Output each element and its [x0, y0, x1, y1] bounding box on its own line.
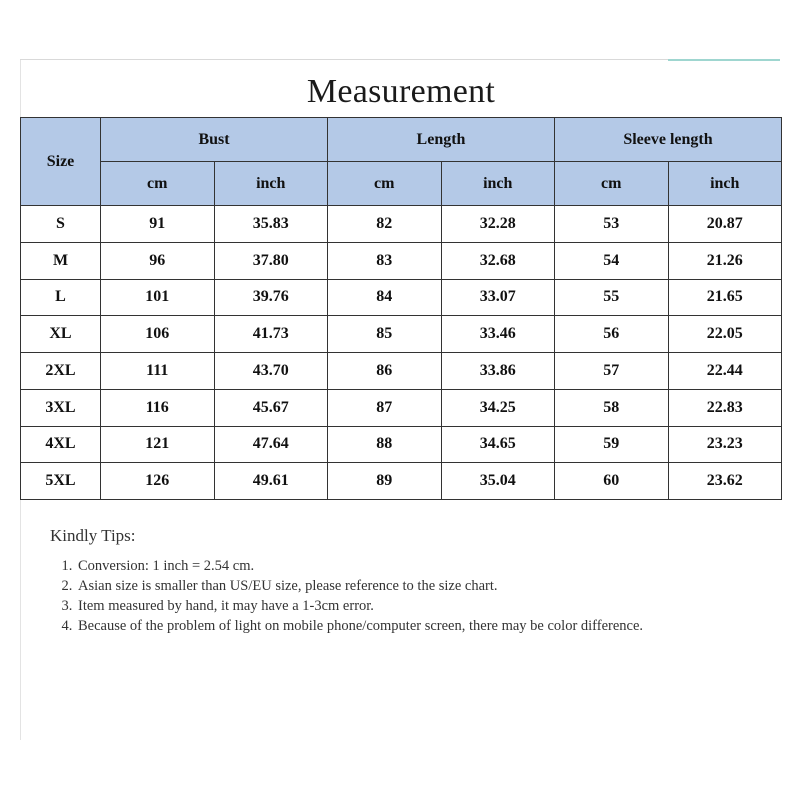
bust-cm-header: cm	[101, 162, 215, 206]
length-cm-header: cm	[328, 162, 442, 206]
length-inch-header: inch	[441, 162, 555, 206]
page-title: Measurement	[306, 73, 496, 110]
sleeve-inch-cell: 23.62	[668, 463, 782, 500]
table-row	[21, 389, 782, 426]
sleeve-inch-cell: 21.26	[668, 242, 782, 279]
bust-inch-cell: 49.61	[214, 463, 328, 500]
length-cm-cell: 85	[328, 316, 442, 353]
size-column-header: Size	[21, 118, 101, 206]
bust-cm-cell: 121	[101, 426, 215, 463]
tip-item: 4. Because of the problem of light on mobile phone/computer screen, there may be color difference.	[76, 616, 690, 636]
size-cell: 2XL	[21, 353, 101, 390]
table-row	[21, 426, 782, 463]
length-cm-cell: 82	[328, 206, 442, 243]
bust-inch-cell: 39.76	[214, 279, 328, 316]
frame-top-border	[20, 59, 780, 60]
size-cell: 3XL	[21, 389, 101, 426]
kindly-tips-section	[50, 526, 690, 636]
length-inch-cell: 34.25	[441, 389, 555, 426]
length-cm-cell: 87	[328, 389, 442, 426]
table-row	[21, 279, 782, 316]
bust-group-header: Bust	[101, 118, 328, 162]
length-inch-cell: 33.07	[441, 279, 555, 316]
table-body	[21, 206, 782, 500]
length-inch-cell: 35.04	[441, 463, 555, 500]
frame-accent-line	[668, 59, 780, 61]
table-row	[21, 463, 782, 500]
length-inch-cell: 32.28	[441, 206, 555, 243]
length-inch-cell: 32.68	[441, 242, 555, 279]
bust-inch-cell: 47.64	[214, 426, 328, 463]
table-row	[21, 206, 782, 243]
bust-cm-cell: 91	[101, 206, 215, 243]
sleeve-cm-cell: 58	[555, 389, 669, 426]
sleeve-cm-cell: 54	[555, 242, 669, 279]
length-cm-cell: 84	[328, 279, 442, 316]
sleeve-cm-cell: 53	[555, 206, 669, 243]
size-cell: L	[21, 279, 101, 316]
size-chart-table	[20, 117, 782, 500]
bust-cm-cell: 106	[101, 316, 215, 353]
tips-title: Kindly Tips:	[50, 526, 136, 545]
sleeve-cm-cell: 59	[555, 426, 669, 463]
bust-cm-cell: 126	[101, 463, 215, 500]
tips-list	[50, 556, 690, 636]
bust-inch-cell: 45.67	[214, 389, 328, 426]
sleeve-cm-cell: 57	[555, 353, 669, 390]
bust-cm-cell: 101	[101, 279, 215, 316]
size-cell: 4XL	[21, 426, 101, 463]
sleeve-inch-cell: 22.83	[668, 389, 782, 426]
length-cm-cell: 83	[328, 242, 442, 279]
length-inch-cell: 33.46	[441, 316, 555, 353]
size-cell: M	[21, 242, 101, 279]
length-cm-cell: 89	[328, 463, 442, 500]
sleeve-cm-cell: 55	[555, 279, 669, 316]
sleeve-inch-cell: 23.23	[668, 426, 782, 463]
bust-inch-cell: 37.80	[214, 242, 328, 279]
length-inch-cell: 34.65	[441, 426, 555, 463]
tip-item: 1. Conversion: 1 inch = 2.54 cm.	[76, 556, 690, 576]
table-row	[21, 242, 782, 279]
sleeve-inch-cell: 22.44	[668, 353, 782, 390]
bust-cm-cell: 111	[101, 353, 215, 390]
sleeve-length-group-header: Sleeve length	[555, 118, 782, 162]
tip-item: 3. Item measured by hand, it may have a 1-3cm error.	[76, 596, 690, 616]
header-row-units	[21, 162, 782, 206]
bust-cm-cell: 96	[101, 242, 215, 279]
table-header	[21, 118, 782, 206]
sleeve-inch-cell: 21.65	[668, 279, 782, 316]
bust-inch-cell: 43.70	[214, 353, 328, 390]
table-row	[21, 316, 782, 353]
bust-cm-cell: 116	[101, 389, 215, 426]
tip-item: 2. Asian size is smaller than US/EU size, please reference to the size chart.	[76, 576, 690, 596]
length-inch-cell: 33.86	[441, 353, 555, 390]
bust-inch-header: inch	[214, 162, 328, 206]
sleeve-inch-cell: 22.05	[668, 316, 782, 353]
length-cm-cell: 88	[328, 426, 442, 463]
bust-inch-cell: 35.83	[214, 206, 328, 243]
size-cell: S	[21, 206, 101, 243]
sleeve-cm-header: cm	[555, 162, 669, 206]
sleeve-inch-cell: 20.87	[668, 206, 782, 243]
table-row	[21, 353, 782, 390]
length-group-header: Length	[328, 118, 555, 162]
length-cm-cell: 86	[328, 353, 442, 390]
bust-inch-cell: 41.73	[214, 316, 328, 353]
header-row-groups	[21, 118, 782, 162]
sleeve-cm-cell: 60	[555, 463, 669, 500]
sleeve-cm-cell: 56	[555, 316, 669, 353]
size-cell: 5XL	[21, 463, 101, 500]
sleeve-inch-header: inch	[668, 162, 782, 206]
size-cell: XL	[21, 316, 101, 353]
